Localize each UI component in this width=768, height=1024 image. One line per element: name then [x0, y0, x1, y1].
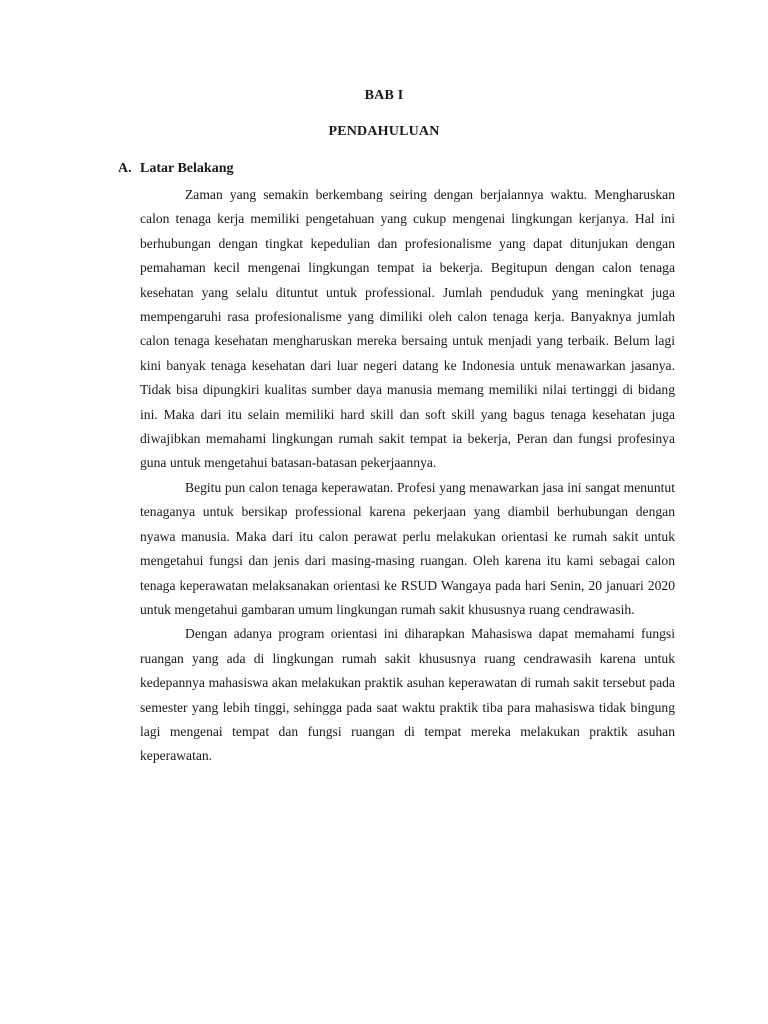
chapter-number: BAB I	[364, 88, 404, 103]
body-text	[140, 183, 675, 769]
chapter-title: PENDAHULUAN	[328, 124, 440, 139]
paragraph-3: Dengan adanya program orientasi ini diharapkan Mahasiswa dapat memahami fungsi ruangan yang ada di lingkungan rumah sakit khususnya ruang cendrawasih karena untuk kedepannya mahasiswa akan melakukan praktik asuhan keperawatan di rumah sakit tersebut pada semester yang lebih tinggi, sehingga pada saat waktu praktik tiba para mahasiswa tidak bingung lagi mengenai tempat dan fungsi ruangan di tempat mereka melakukan praktik asuhan keperawatan.	[140, 626, 675, 764]
section-marker: A.	[118, 161, 132, 176]
section-heading	[118, 161, 233, 177]
section-title: Latar Belakang	[140, 161, 234, 176]
paragraph-1: Zaman yang semakin berkembang seiring dengan berjalannya waktu. Mengharuskan calon tenaga kerja memiliki pengetahuan yang cukup mengenai lingkungan kerjanya. Hal ini berhubungan dengan tingkat kepedulian dan profesionalisme yang dapat ditunjukan dengan pemahaman kecil mengenai lingkungan tempat ia bekerja. Begitupun dengan calon tenaga kesehatan yang selalu dituntut untuk professional. Jumlah penduduk yang meningkat juga mempengaruhi rasa profesionalisme yang dimiliki oleh calon tenaga kerja. Banyaknya jumlah calon tenaga kesehatan mengharuskan mereka bersaing untuk menjadi yang terbaik. Belum lagi kini banyak tenaga kesehatan dari luar negeri datang ke Indonesia untuk menawarkan jasanya. Tidak bisa dipungkiri kualitas sumber daya manusia memang memiliki nilai tertinggi di bidang ini. Maka dari itu selain memiliki hard skill dan soft skill yang bagus tenaga kesehatan juga diwajibkan memahami lingkungan rumah sakit tempat ia bekerja, Peran dan fungsi profesinya guna untuk mengetahui batasan-batasan pekerjaannya.	[140, 187, 675, 471]
paragraph-2: Begitu pun calon tenaga keperawatan. Profesi yang menawarkan jasa ini sangat menuntut tenaganya untuk bersikap professional karena pekerjaan yang diambil berhubungan dengan nyawa manusia. Maka dari itu calon perawat perlu melakukan orientasi ke rumah sakit untuk mengetahui fungsi dan jenis dari masing-masing ruangan. Oleh karena itu kami sebagai calon tenaga keperawatan melaksanakan orientasi ke RSUD Wangaya pada hari Senin, 20 januari 2020 untuk mengetahui gambaran umum lingkungan rumah sakit khususnya ruang cendrawasih.	[140, 479, 675, 617]
